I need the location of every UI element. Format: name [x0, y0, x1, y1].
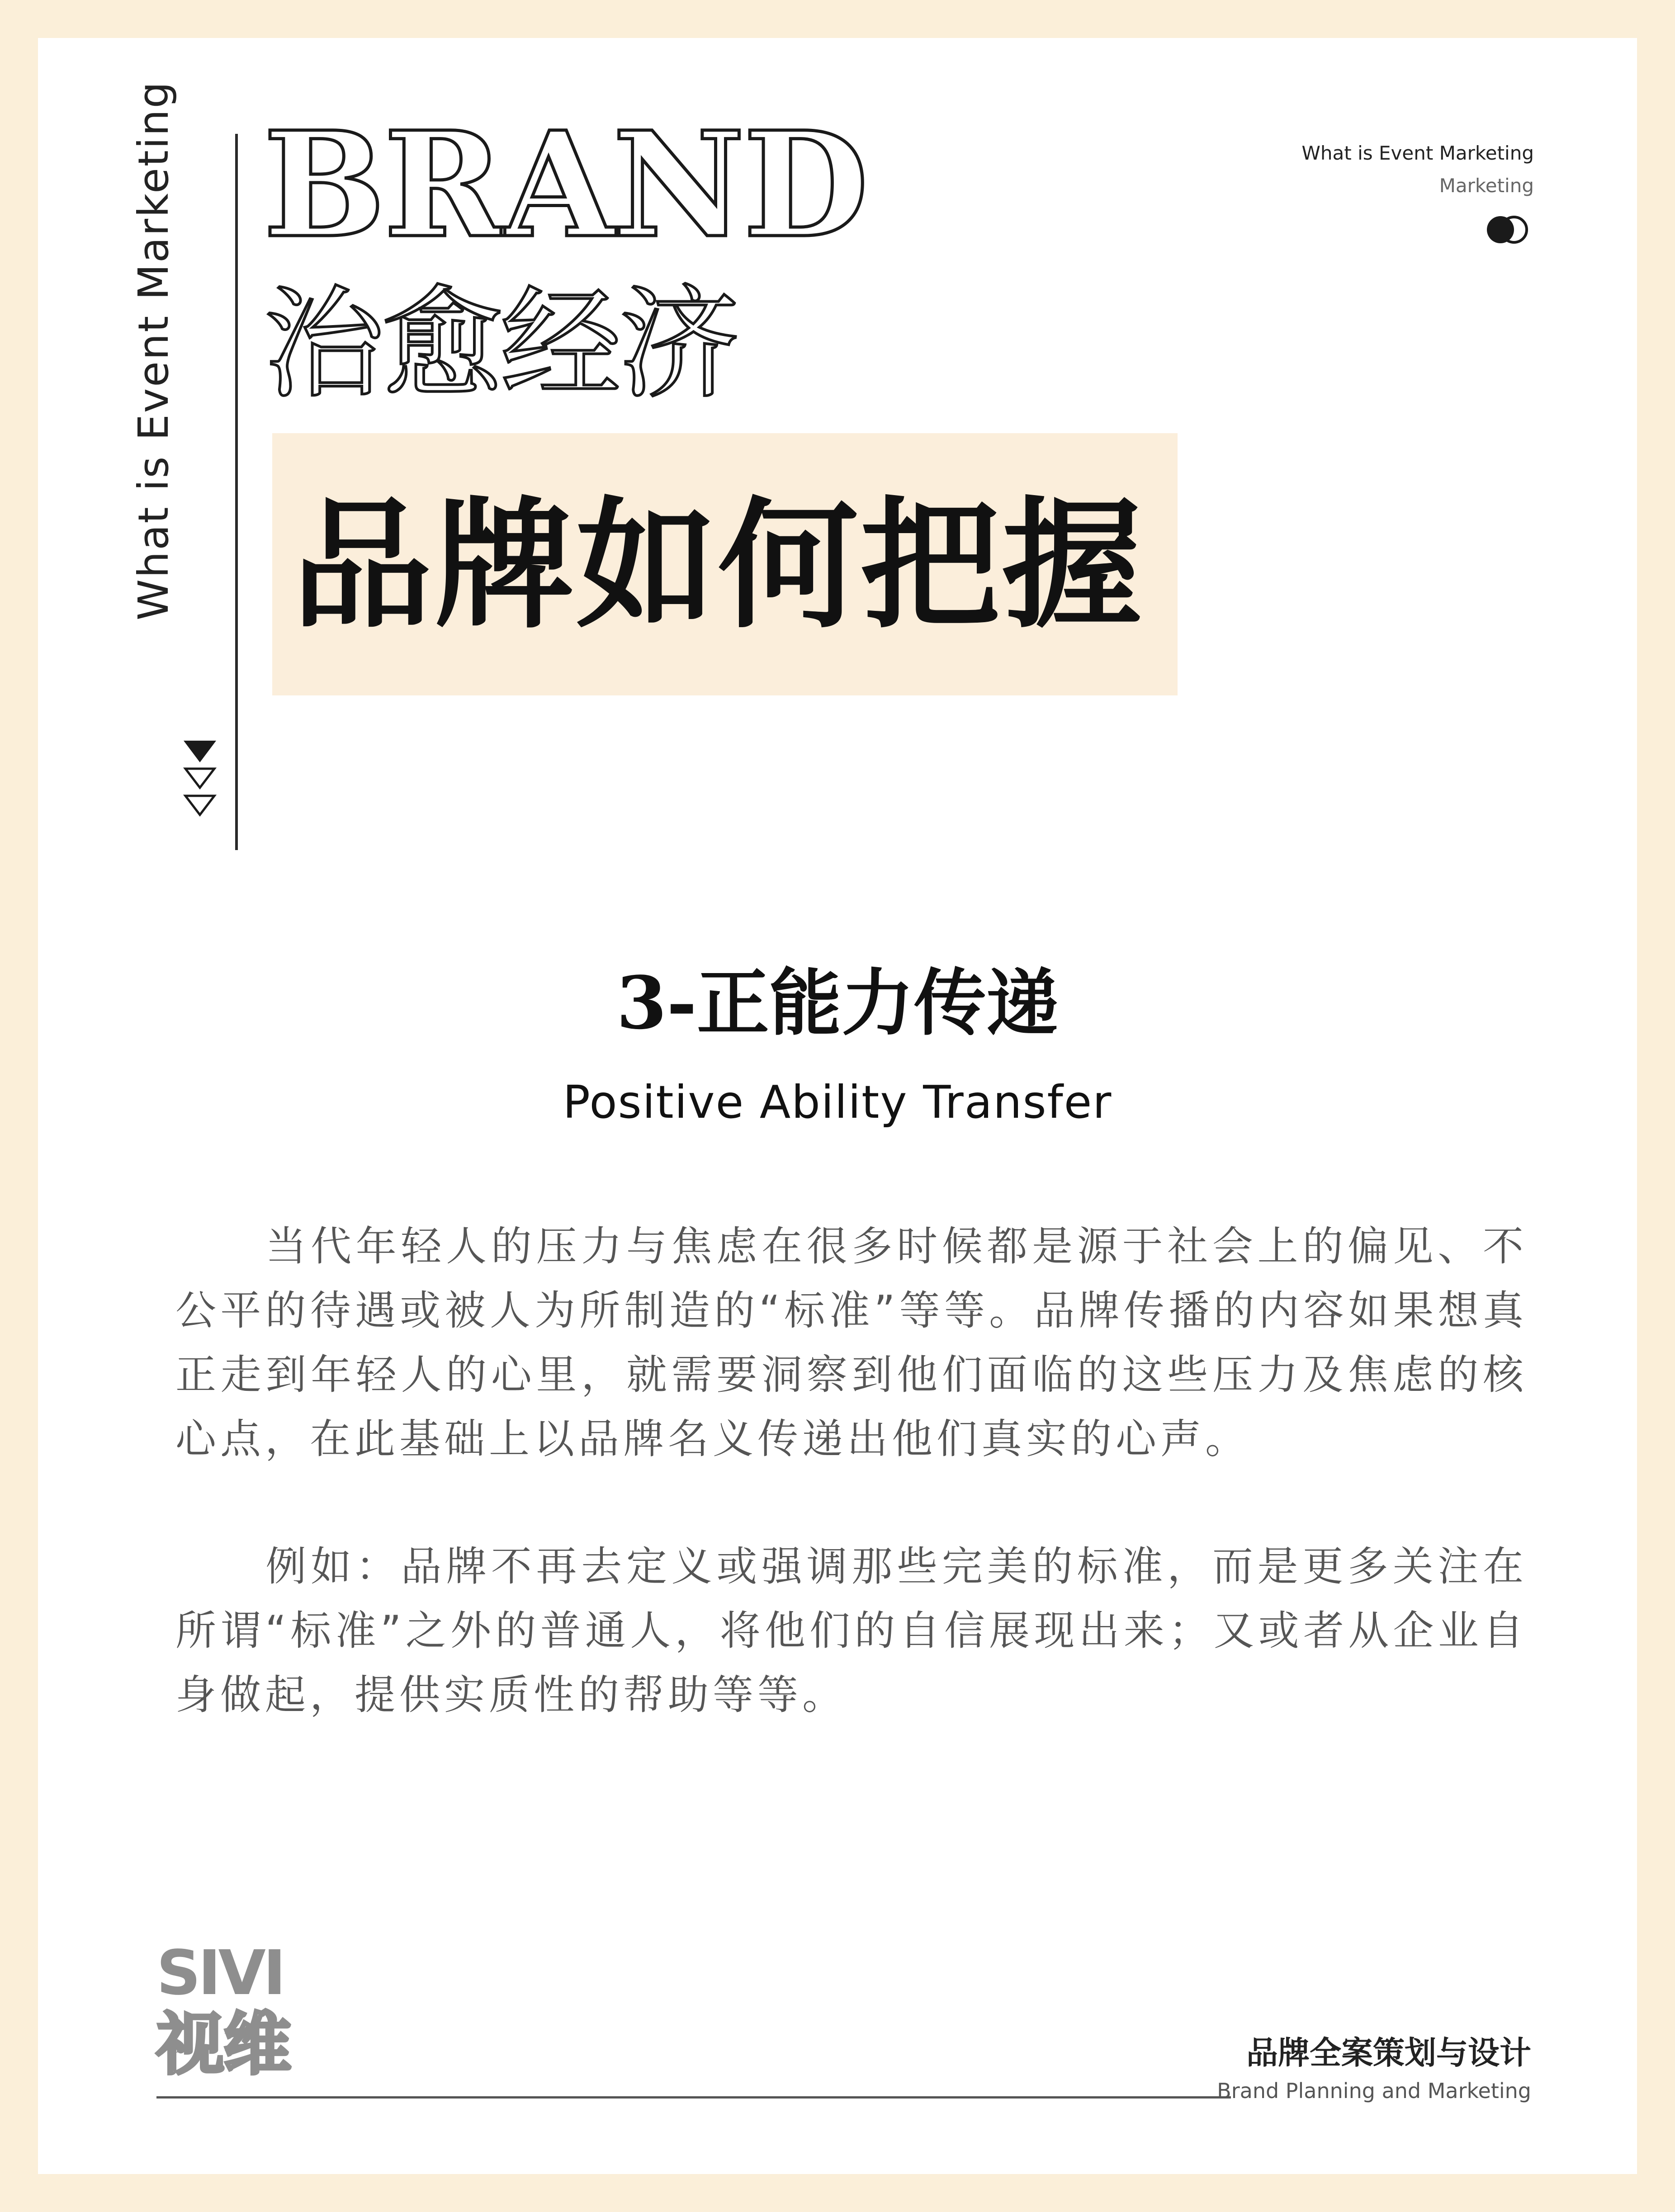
footer-tagline-cn: 品牌全案策划与设计 [1246, 2034, 1531, 2071]
side-label: What is Event Marketing [129, 80, 178, 620]
outline-title: 治愈经济 [263, 274, 737, 415]
logo-cn: 视维 [156, 2005, 291, 2084]
section-subtitle: Positive Ability Transfer [563, 1076, 1112, 1129]
top-right-label: What is Event Marketing [1301, 142, 1534, 164]
main-title: 品牌如何把握 [292, 483, 1144, 648]
top-right-sublabel: Marketing [1439, 175, 1534, 197]
logo: SIVI [156, 1938, 284, 2009]
footer-tagline-en: Brand Planning and Marketing [1217, 2079, 1531, 2103]
body-paragraph: 当代年轻人的压力与焦虑在很多时候都是源于社会上的偏见、不公平的待遇或被人为所制造的“标准”等等。品牌传播的内容如果想真正走到年轻人的心里，就需要洞察到他们面临的这些压力及焦虑的核心点，在此基础上以品牌名义传递出他们真实的心声。 [175, 1223, 1528, 1463]
triangle-outline-icon [182, 792, 218, 819]
body-paragraph: 例如：品牌不再去定义或强调那些完美的标准，而是更多关注在所谓“标准”之外的普通人，将他们的自信展现出来；又或者从企业自身做起，提供实质性的帮助等等。 [175, 1543, 1528, 1719]
section-title: 3-正能力传递 [616, 960, 1059, 1045]
footer-divider [156, 2096, 1231, 2099]
triangle-filled-icon [182, 738, 218, 765]
vertical-divider [235, 134, 238, 850]
triangle-outline-icon [182, 765, 218, 792]
circles-icon [1484, 213, 1534, 246]
brand-heading: BRAND [263, 100, 867, 270]
